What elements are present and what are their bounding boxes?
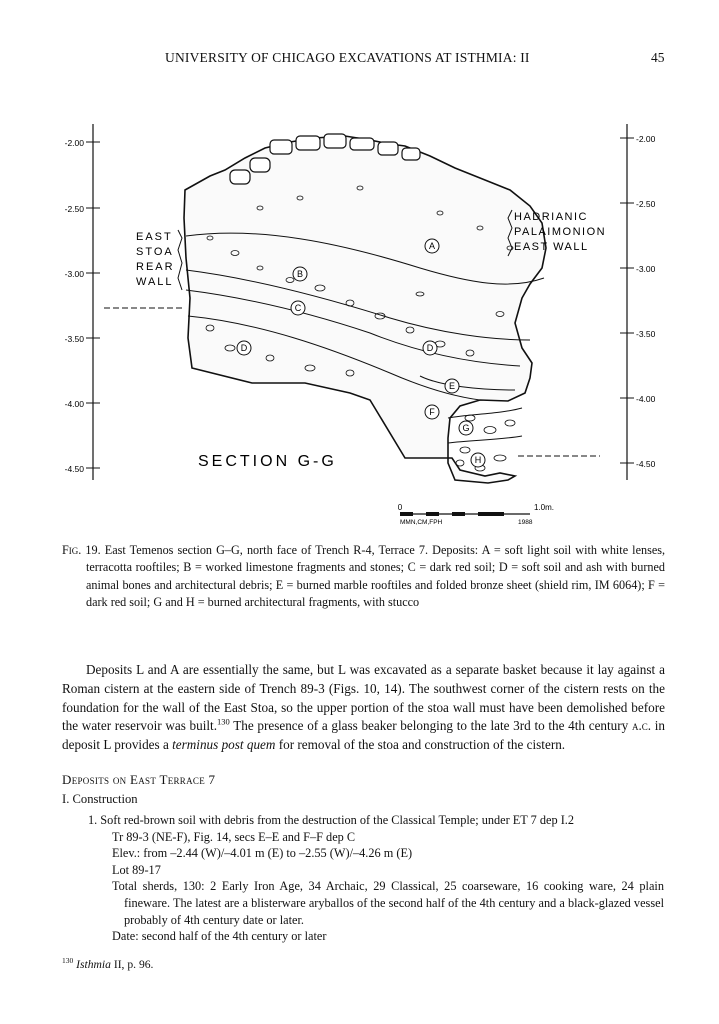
- body-text: for removal of the stoa and construction of the cistern.: [275, 737, 566, 753]
- figure-label: Fig. 19.: [62, 543, 101, 557]
- deposit-entry: [88, 812, 666, 945]
- page-header: [0, 50, 719, 72]
- scale-zero: 0: [397, 503, 403, 512]
- entry-sherds: Total sherds, 130: 2 Early Iron Age, 34 Archaic, 29 Classical, 25 coarseware, 16 cooking ware, 24 plain fineware. The latest are a blisterware aryballos of the second half of the 4th century and a black-glazed vessel probably of 4th century date or later.: [112, 879, 664, 927]
- deposit-label-d2: D: [426, 343, 434, 353]
- body-text: Deposits L and A are essentially the same, but L was excavated as a separate basket because it lay against a Roman cistern at the eastern side of Trench 89-3 (Figs. 10, 14). The southwest corner of the cistern rests on the foundation for the wall of the East Stoa, so the upper portion of the stoa wall must have been demolished before the water reservoir was built.: [62, 662, 665, 734]
- deposit-label-b: B: [296, 269, 304, 279]
- footnote-ref[interactable]: 130: [217, 717, 230, 727]
- entry-date: Date: second half of the 4th century or later: [112, 929, 327, 944]
- hadrianic-palaimonion-east-wall-label: [508, 210, 606, 456]
- right-elev-label: -2.50: [636, 199, 656, 209]
- deposit-label-h: H: [474, 455, 482, 465]
- drawing-year: 1988: [518, 519, 533, 526]
- right-elev-label: -3.00: [636, 264, 656, 274]
- scale-bar: [398, 503, 554, 526]
- deposit-label-a: A: [428, 241, 436, 251]
- figure-caption: [62, 542, 665, 612]
- era-abbrev: a.c.: [631, 718, 652, 734]
- right-elev-label: -4.00: [636, 394, 656, 404]
- left-elev-label: -3.50: [64, 334, 84, 344]
- right-elev-label: -3.50: [636, 329, 656, 339]
- right-elev-label: -4.50: [636, 459, 656, 469]
- deposit-label-c: C: [294, 303, 302, 313]
- latin-term: terminus post quem: [172, 737, 276, 753]
- section-drawing-figure: [60, 118, 660, 528]
- right-elevation-scale: [620, 124, 656, 480]
- deposit-label-g: G: [462, 423, 470, 433]
- footnote-source: Isthmia: [76, 957, 111, 971]
- section-drawing: [60, 118, 660, 528]
- footnote-text: II, p. 96.: [110, 957, 154, 971]
- left-elev-label: -4.50: [64, 464, 84, 474]
- deposit-label-e: E: [448, 381, 456, 391]
- left-elev-label: -3.00: [64, 269, 84, 279]
- running-head: UNIVERSITY OF CHICAGO EXCAVATIONS AT ISTHMIA: II: [165, 50, 530, 65]
- left-elev-label: -2.00: [64, 138, 84, 148]
- section-title: SECTION G-G: [198, 453, 337, 470]
- page-number: 45: [651, 50, 665, 65]
- wall-label-line: REAR: [136, 261, 175, 273]
- wall-label-line: STOA: [136, 246, 174, 258]
- drawing-credit: MMN,CM,FPH: [400, 519, 443, 526]
- east-stoa-rear-wall-label: [104, 230, 184, 308]
- caption-text: East Temenos section G–G, north face of Trench R-4, Terrace 7. Deposits: A = soft light soil with white lenses, terracotta rooftiles; B = worked limestone fragments and stones; C = dark red soil; D = soft soil and ash with burned animal bones and architectural debris; E = burned marble rooftiles and folded bronze sheet (shield rim, IM 6064); F = dark red soil; G and H = burned architectural fragments, with stucco: [86, 543, 666, 610]
- subheading: I. Construction: [62, 792, 138, 806]
- left-elev-label: -4.00: [64, 399, 84, 409]
- wall-label-line: HADRIANIC: [514, 211, 589, 223]
- left-elev-label: -2.50: [64, 204, 84, 214]
- trench-section-outline: [184, 136, 546, 483]
- deposit-label-d: D: [240, 343, 248, 353]
- footnote: [62, 956, 153, 971]
- entry-trench: Tr 89-3 (NE-F), Fig. 14, secs E–E and F–F dep C: [112, 829, 356, 844]
- wall-label-line: WALL: [136, 276, 174, 288]
- entry-lot: Lot 89-17: [112, 862, 161, 877]
- body-text: in deposit L provides a: [62, 718, 666, 753]
- right-elev-label: -2.00: [636, 134, 656, 144]
- body-text: The presence of a glass beaker belonging to the late 3rd to the 4th century: [229, 718, 632, 734]
- footnote-number: 130: [62, 956, 74, 965]
- body-paragraph: [62, 661, 665, 755]
- scale-end: 1.0m.: [534, 503, 555, 512]
- entry-elevation: Elev.: from –2.44 (W)/–4.01 m (E) to –2.55 (W)/–4.26 m (E): [112, 846, 413, 861]
- left-elevation-scale: [65, 124, 100, 480]
- deposit-label-f: F: [429, 407, 435, 417]
- section-heading: Deposits on East Terrace 7: [62, 772, 216, 787]
- wall-label-line: EAST: [136, 231, 173, 243]
- wall-label-line: PALAIMONION: [514, 226, 607, 238]
- entry-title: 1. Soft red-brown soil with debris from the destruction of the Classical Temple; under ET 7 dep I.2: [88, 813, 575, 827]
- wall-label-line: EAST WALL: [514, 241, 589, 253]
